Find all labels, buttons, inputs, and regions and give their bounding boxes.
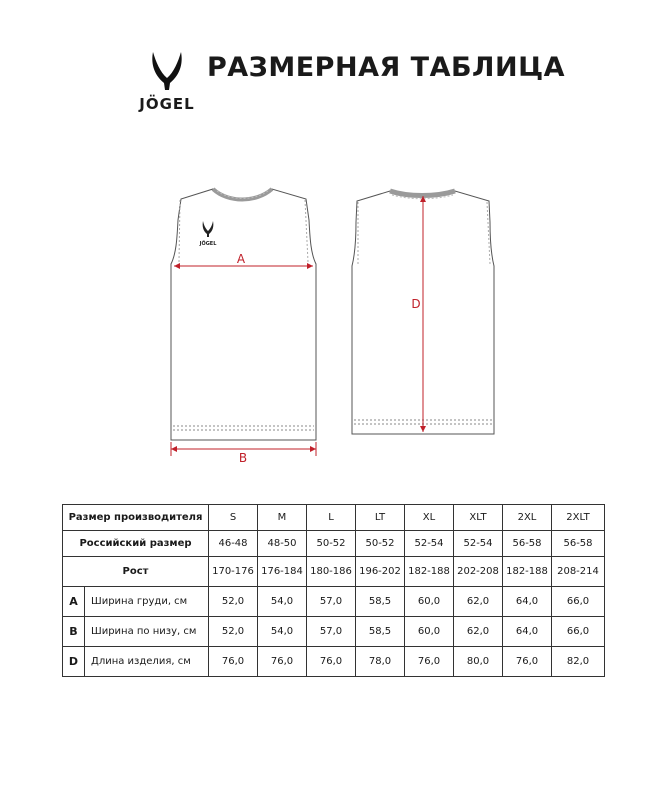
value-cell: 57,0: [307, 617, 356, 647]
value-cell: 62,0: [454, 617, 503, 647]
value-cell: 80,0: [454, 647, 503, 677]
russian-size-cell: 48-50: [258, 531, 307, 557]
russian-size-cell: 56-58: [552, 531, 605, 557]
value-cell: 54,0: [258, 587, 307, 617]
value-cell: 62,0: [454, 587, 503, 617]
jogel-emblem-icon: [147, 50, 187, 92]
value-cell: 52,0: [209, 587, 258, 617]
value-cell: 64,0: [503, 587, 552, 617]
size-cell: XL: [405, 505, 454, 531]
value-cell: 57,0: [307, 587, 356, 617]
value-cell: 60,0: [405, 587, 454, 617]
value-cell: 60,0: [405, 617, 454, 647]
russian-size-cell: 50-52: [307, 531, 356, 557]
value-cell: 76,0: [258, 647, 307, 677]
measure-code: D: [63, 647, 85, 677]
russian-size-label: Российский размер: [63, 531, 209, 557]
height-label: Рост: [63, 557, 209, 587]
russian-size-cell: 56-58: [503, 531, 552, 557]
measure-code: A: [63, 587, 85, 617]
table-row-length: [63, 647, 605, 677]
chest-logo-text: JÖGEL: [199, 241, 217, 247]
height-cell: 180-186: [307, 557, 356, 587]
table-row-russian-size: [63, 531, 605, 557]
size-cell: 2XLT: [552, 505, 605, 531]
value-cell: 76,0: [209, 647, 258, 677]
header-label: Размер производителя: [63, 505, 209, 531]
russian-size-cell: 46-48: [209, 531, 258, 557]
value-cell: 76,0: [503, 647, 552, 677]
value-cell: 76,0: [405, 647, 454, 677]
russian-size-cell: 52-54: [454, 531, 503, 557]
height-cell: 182-188: [405, 557, 454, 587]
table-row-bottom-width: [63, 617, 605, 647]
value-cell: 64,0: [503, 617, 552, 647]
measure-d-label: D: [411, 297, 421, 311]
measure-code: B: [63, 617, 85, 647]
height-cell: 196-202: [356, 557, 405, 587]
height-cell: 202-208: [454, 557, 503, 587]
height-cell: 208-214: [552, 557, 605, 587]
value-cell: 82,0: [552, 647, 605, 677]
size-cell: XLT: [454, 505, 503, 531]
value-cell: 76,0: [307, 647, 356, 677]
back-view: [352, 191, 494, 434]
height-cell: 182-188: [503, 557, 552, 587]
page-title: РАЗМЕРНАЯ ТАБЛИЦА: [207, 52, 566, 83]
height-cell: 176-184: [258, 557, 307, 587]
size-cell: S: [209, 505, 258, 531]
value-cell: 66,0: [552, 587, 605, 617]
value-cell: 54,0: [258, 617, 307, 647]
size-cell: 2XL: [503, 505, 552, 531]
brand-logo: [122, 50, 212, 120]
russian-size-cell: 52-54: [405, 531, 454, 557]
table-row-height: [63, 557, 605, 587]
value-cell: 58,5: [356, 587, 405, 617]
brand-name: JÖGEL: [139, 95, 195, 113]
size-cell: LT: [356, 505, 405, 531]
size-table: [62, 504, 605, 677]
value-cell: 78,0: [356, 647, 405, 677]
russian-size-cell: 50-52: [356, 531, 405, 557]
table-row-chest-width: [63, 587, 605, 617]
front-view: [171, 189, 316, 465]
value-cell: 52,0: [209, 617, 258, 647]
garment-illustration: [0, 170, 665, 470]
size-cell: M: [258, 505, 307, 531]
height-cell: 170-176: [209, 557, 258, 587]
measure-name: Длина изделия, см: [85, 647, 209, 677]
measure-a-label: A: [236, 252, 246, 266]
value-cell: 66,0: [552, 617, 605, 647]
table-row-manufacturer-size: [63, 505, 605, 531]
size-cell: L: [307, 505, 356, 531]
value-cell: 58,5: [356, 617, 405, 647]
measure-b-label: B: [238, 451, 248, 465]
measure-name: Ширина по низу, см: [85, 617, 209, 647]
measure-name: Ширина груди, см: [85, 587, 209, 617]
